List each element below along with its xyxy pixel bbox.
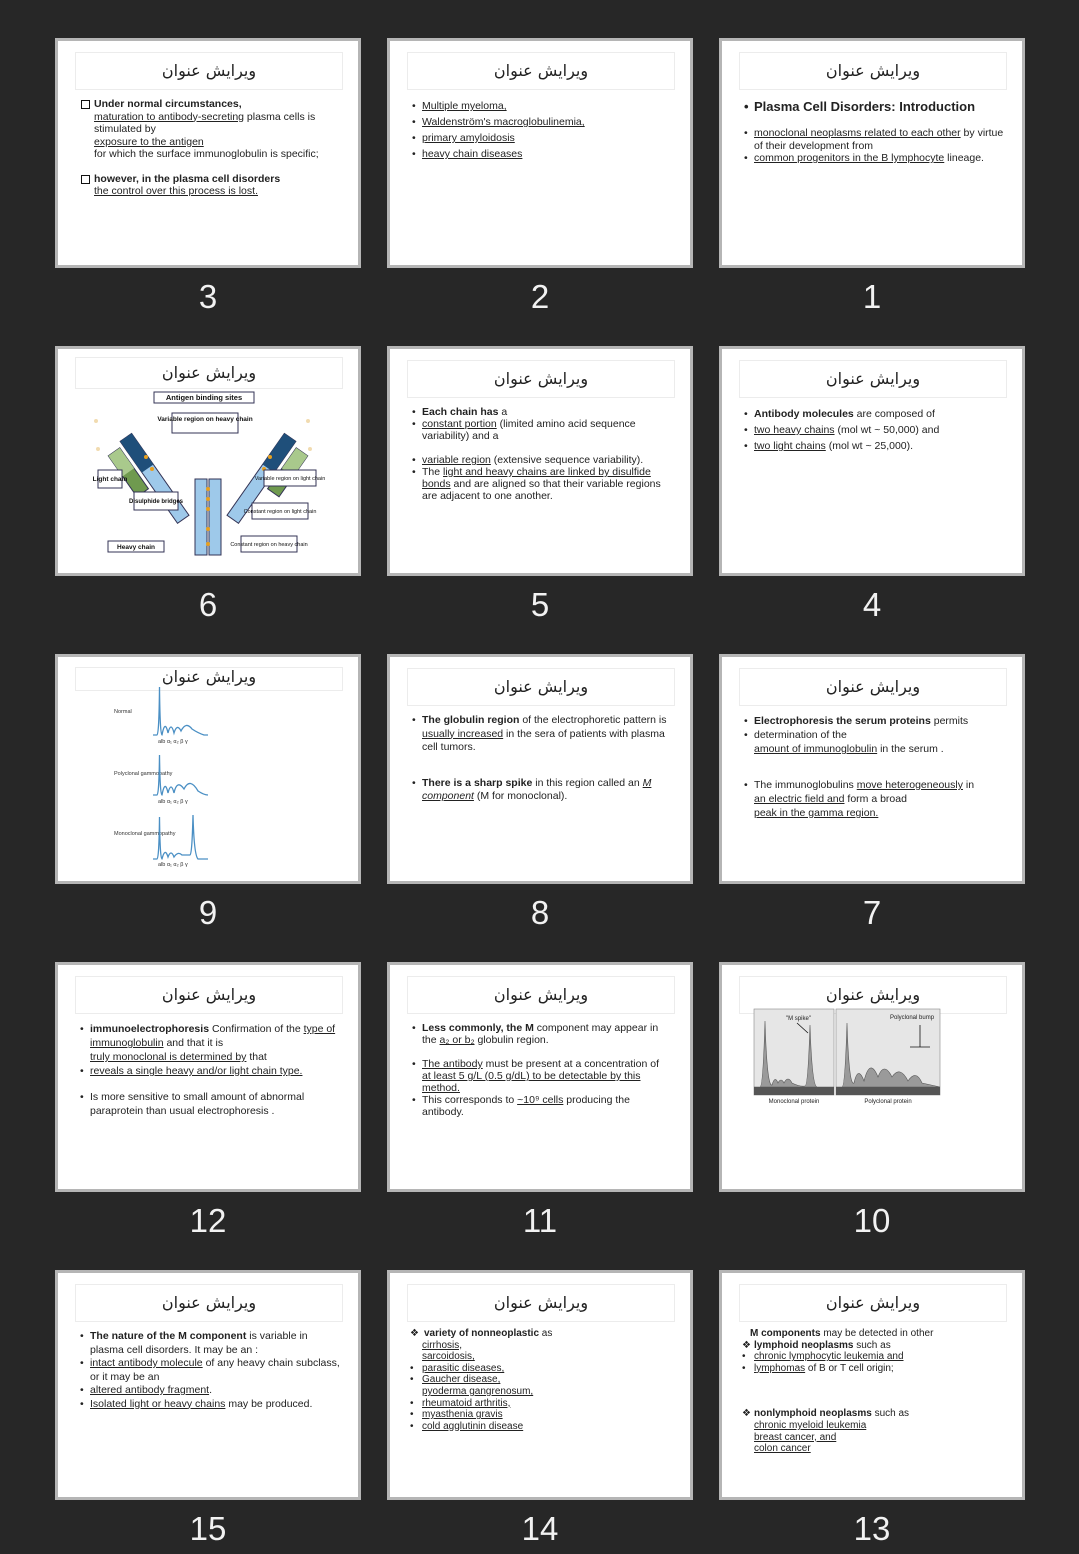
text-line (80, 1357, 342, 1384)
text: permits (930, 715, 969, 727)
slide-title: ویرایش عنوان (407, 360, 675, 398)
text: must be present at a concentration of (482, 1058, 659, 1070)
text: as (539, 1328, 553, 1339)
text: . (209, 1384, 212, 1396)
text-underlined: truly monoclonal is determined by (90, 1051, 247, 1063)
text-line (410, 1328, 672, 1340)
text-line (412, 466, 674, 502)
slide-body (80, 98, 342, 198)
text-line (744, 406, 1006, 422)
list-item: • chronic lymphocytic leukemia and (742, 1351, 1004, 1363)
slide-number: 11 (522, 1202, 558, 1239)
label-var-heavy: Variable region on heavy chain (157, 416, 253, 423)
slide-5[interactable] (387, 346, 693, 576)
slide-11[interactable] (387, 962, 693, 1192)
text: a (498, 406, 508, 418)
text-line (412, 777, 674, 804)
text-line (742, 1408, 1004, 1420)
text-line (412, 1058, 674, 1070)
text-underlined: M component (422, 776, 652, 802)
text-line: • Is more sensitive to small amount of abnormal paraprotein than usual electrophoresis . (80, 1090, 342, 1118)
bullet-heading: however, in the plasma cell disorders (80, 173, 342, 186)
text-underlined: amount of immunoglobulin (754, 743, 878, 755)
slide-10[interactable] (719, 962, 1025, 1192)
text-line (744, 792, 1006, 806)
serum-protein-electrophoresis (722, 965, 1022, 1189)
slide-12[interactable] (55, 962, 361, 1192)
label-var-light: Variable region on light chain (254, 476, 326, 482)
spacer (80, 1078, 342, 1090)
text-underlined: variable region (422, 454, 491, 466)
text: by virtue of their development from (754, 127, 1004, 152)
text-underlined: Isolated light or heavy chains (90, 1397, 226, 1410)
axis-label: alb α₁ α₂ β γ (158, 799, 188, 805)
slide-number: 8 (530, 894, 550, 931)
slide-body (412, 1022, 674, 1118)
text-underlined: maturation to antibody-secreting (94, 110, 244, 123)
label-normal: Normal (114, 709, 132, 715)
spacer (744, 756, 1006, 778)
text-underlined: monoclonal neoplasms related to each other (754, 127, 961, 139)
axis-label: alb α₁ α₂ β γ (158, 862, 188, 868)
text: and that it is (163, 1037, 224, 1049)
text: (M for monoclonal). (473, 790, 568, 802)
text: (mol wt ~ 25,000). (825, 440, 914, 452)
text-underlined: exposure to the antigen (94, 135, 204, 148)
text-bold: M components (750, 1328, 821, 1339)
text-underlined: intact antibody molecule (90, 1357, 203, 1369)
text: in the sera of patients with plasma cell tumors. (422, 727, 665, 753)
slide-title: ویرایش عنوان (739, 52, 1007, 90)
text: component may appear in the (422, 1022, 659, 1046)
slide-body (744, 406, 1006, 454)
caption-polyclonal: Polyclonal protein (864, 1099, 912, 1105)
spacer (80, 161, 342, 173)
text: Confirmation of the (209, 1023, 304, 1035)
text-line (80, 111, 342, 136)
slide-number: 5 (530, 586, 550, 623)
slide-number: 10 (853, 1202, 891, 1239)
text-line (412, 406, 674, 418)
slide-body (412, 714, 674, 804)
slide-title: ویرایش عنوان (739, 668, 1007, 706)
text-bold: The nature of the M component (90, 1330, 247, 1342)
list-item: • myasthenia gravis (410, 1409, 672, 1421)
text-underlined: pyoderma gangrenosum, (422, 1385, 534, 1397)
slide-number: 6 (198, 586, 218, 623)
text-underlined: breast cancer, and (754, 1431, 837, 1443)
text: form a broad (844, 793, 907, 805)
text-underlined: move heterogeneously (856, 779, 963, 791)
list-item: • parasitic diseases, (410, 1363, 672, 1375)
text: producing the antibody. (422, 1094, 630, 1118)
slide-title: ویرایش عنوان (75, 1284, 343, 1322)
text: This corresponds to (422, 1094, 518, 1106)
text-underlined: light and heavy chains are linked by disulfide bonds (422, 466, 651, 490)
list-item: • Waldenström's macroglobulinemia, (412, 114, 674, 130)
text-line (744, 127, 1006, 152)
list-item: • rheumatoid arthritis, (410, 1398, 672, 1410)
text-line (744, 714, 1006, 728)
text-bold: variety of nonneoplastic (424, 1328, 540, 1339)
slide-body (412, 98, 674, 162)
electrophoresis-curves (58, 657, 358, 881)
text: such as (871, 1408, 910, 1420)
text: may be detected in other (820, 1328, 934, 1339)
text-bold: There is a sharp spike (422, 776, 533, 789)
text-underlined: The antibody (422, 1058, 483, 1070)
text-underlined: two light chains (754, 440, 826, 452)
slide-title: ویرایش عنوان (407, 52, 675, 90)
text-bold: Each chain has (422, 406, 499, 418)
text-underlined: at least 5 g/L (0.5 g/dL) to be detectable by this method. (422, 1070, 641, 1094)
text: such as (853, 1339, 891, 1351)
text-underlined: altered antibody fragment (90, 1384, 210, 1396)
text-line (742, 1328, 1004, 1340)
text: globulin region. (474, 1034, 549, 1046)
slide-title: ویرایش عنوان (739, 976, 1007, 1014)
text-bold: The globulin region (422, 714, 520, 726)
slide-body (744, 714, 1006, 820)
list-item: • Multiple myeloma, (412, 98, 674, 114)
text-underlined: chronic myeloid leukemia (754, 1419, 867, 1431)
label-antigen-binding: Antigen binding sites (165, 393, 243, 402)
text: that (246, 1051, 267, 1063)
slide-body (742, 1328, 1004, 1455)
text-line (412, 1094, 674, 1118)
spacer (412, 755, 674, 777)
text-line: • determination of the (744, 728, 1006, 742)
antibody-diagram (58, 349, 358, 573)
text-underlined: common progenitors in the B lymphocyte (754, 152, 945, 164)
text: in the serum . (877, 743, 944, 755)
text-bold: immunoelectrophoresis (90, 1023, 210, 1035)
text: (extensive sequence variability). (490, 454, 644, 466)
text: of any heavy chain subclass, or it may be an (90, 1357, 340, 1383)
axis-label: alb α₁ α₂ β γ (158, 739, 188, 745)
text-line (744, 778, 1006, 792)
slide-9[interactable] (55, 654, 361, 884)
slide-body (412, 406, 674, 502)
text-bold: lymphoid neoplasms (754, 1339, 854, 1351)
text-line (80, 1022, 342, 1050)
slide-1[interactable] (719, 38, 1025, 268)
slide-number: 13 (853, 1510, 891, 1547)
label-m-spike: "M spike" (786, 1016, 811, 1022)
text: for which the surface immunoglobulin is specific; (94, 148, 319, 160)
text-line (80, 1384, 342, 1398)
text: in (962, 779, 975, 791)
text: of B or T cell origin; (805, 1362, 894, 1374)
slide-title: ویرایش عنوان (75, 667, 343, 691)
slide-title: ویرایش عنوان (75, 357, 343, 389)
text-line (744, 438, 1006, 454)
text-line (80, 1330, 342, 1357)
slide-number: 2 (530, 278, 550, 315)
bullet-heading: Under normal circumstances, (80, 98, 342, 111)
label-polyclonal-bump: Polyclonal bump (890, 1015, 935, 1021)
slide-number: 7 (862, 894, 882, 931)
text-line (412, 418, 674, 442)
text-underlined: a₂ or b₂ (439, 1034, 475, 1046)
text-underlined: the control over this process is lost. (94, 185, 258, 197)
spacer (744, 115, 1006, 127)
caption-monoclonal: Monoclonal protein (768, 1099, 820, 1105)
text: (limited amino acid sequence variability) and a (422, 418, 636, 442)
slide-title: ویرایش عنوان (75, 52, 343, 90)
text-line (742, 1340, 1004, 1352)
text-underlined: lymphomas (754, 1362, 806, 1374)
spacer (412, 1046, 674, 1058)
slide-7[interactable] (719, 654, 1025, 884)
slide-number: 15 (189, 1510, 227, 1547)
text-underlined: constant portion (422, 418, 497, 430)
label-polyclonal: Polyclonal gammopathy (114, 771, 173, 777)
slide-number: 1 (862, 278, 882, 315)
slide-8[interactable] (387, 654, 693, 884)
text: are composed of (853, 408, 935, 420)
label-light-chain: Light chain (92, 476, 128, 483)
text-line (412, 1022, 674, 1046)
slide-number: 4 (862, 586, 882, 623)
slide-title: ویرایش عنوان (407, 976, 675, 1014)
text: plasma cells is stimulated by (94, 110, 316, 135)
slide-body (744, 99, 1006, 165)
text: lineage. (944, 152, 984, 164)
slide-15[interactable] (55, 1270, 361, 1500)
slide-title: ویرایش عنوان (407, 1284, 675, 1322)
text-underlined: ~10⁹ cells (517, 1094, 564, 1106)
text-underlined: type of immunoglobulin (90, 1023, 336, 1049)
label-heavy-chain: Heavy chain (117, 544, 155, 551)
text-bold: Less commonly, the M (422, 1022, 534, 1034)
text-line (742, 1363, 1004, 1375)
text-underlined: peak in the gamma region. (754, 807, 879, 819)
text-bold: Electrophoresis the serum proteins (754, 715, 931, 727)
text: The immunoglobulins (754, 779, 857, 791)
text-underlined: two heavy chains (754, 424, 835, 436)
text-underlined: sarcoidosis, (422, 1351, 475, 1363)
text-line (744, 742, 1006, 756)
slide-4[interactable] (719, 346, 1025, 576)
text-underlined: cirrhosis, (422, 1339, 463, 1351)
label-monoclonal: Monoclonal gammopathy (114, 831, 176, 837)
slide-body (80, 1330, 342, 1411)
text-underlined: • reveals a single heavy and/or light chain type. (80, 1064, 342, 1078)
list-item: • heavy chain diseases (412, 146, 674, 162)
text: The (422, 466, 444, 478)
list-item: • Gaucher disease, (410, 1374, 672, 1386)
slide-number: 12 (189, 1202, 227, 1239)
text-underlined: usually increased (422, 727, 504, 740)
slide-body (410, 1328, 672, 1432)
slide-number: 14 (521, 1510, 559, 1547)
text-bold: nonlymphoid neoplasms (754, 1408, 872, 1420)
text-line (412, 714, 674, 755)
slide-title: ویرایش عنوان (407, 668, 675, 706)
slide-title: ویرایش عنوان (739, 360, 1007, 398)
text: is variable in plasma cell disorders. It may be an : (90, 1330, 308, 1356)
text-line (80, 1050, 342, 1064)
label-disulphide: Disulphide bridges (128, 499, 184, 505)
list-item: • cold agglutinin disease (410, 1421, 672, 1433)
slide-14[interactable] (387, 1270, 693, 1500)
slide-title: ویرایش عنوان (739, 1284, 1007, 1322)
slide-3[interactable] (55, 38, 361, 268)
text: and are aligned so that their variable regions are adjacent to one another. (422, 478, 661, 502)
text-line (744, 152, 1006, 165)
slide-2[interactable] (387, 38, 693, 268)
text-bold: Antibody molecules (754, 408, 854, 420)
slide-title: ویرایش عنوان (75, 976, 343, 1014)
label-const-light: Constant region on light chain (243, 509, 317, 515)
text-line (412, 454, 674, 466)
list-item: • primary amyloidosis (412, 130, 674, 146)
text: (mol wt ~ 50,000) and (834, 424, 940, 436)
text-line (80, 1398, 342, 1412)
text: in this region called an (532, 776, 643, 789)
slide-13[interactable] (719, 1270, 1025, 1500)
text-underlined: an electric field and (754, 793, 845, 805)
label-const-heavy: Constant region on heavy chain (230, 542, 308, 548)
text: may be produced. (225, 1397, 313, 1410)
text-underlined: colon cancer (754, 1443, 811, 1455)
slide-body (80, 1022, 342, 1118)
spacer (412, 442, 674, 454)
text: of the electrophoretic pattern is (519, 714, 667, 726)
spacer (742, 1374, 1004, 1408)
slide-6[interactable] (55, 346, 361, 576)
slide-heading: • Plasma Cell Disorders: Introduction (744, 99, 1006, 115)
text-line (744, 422, 1006, 438)
slide-number: 9 (198, 894, 218, 931)
slide-number: 3 (198, 278, 218, 315)
